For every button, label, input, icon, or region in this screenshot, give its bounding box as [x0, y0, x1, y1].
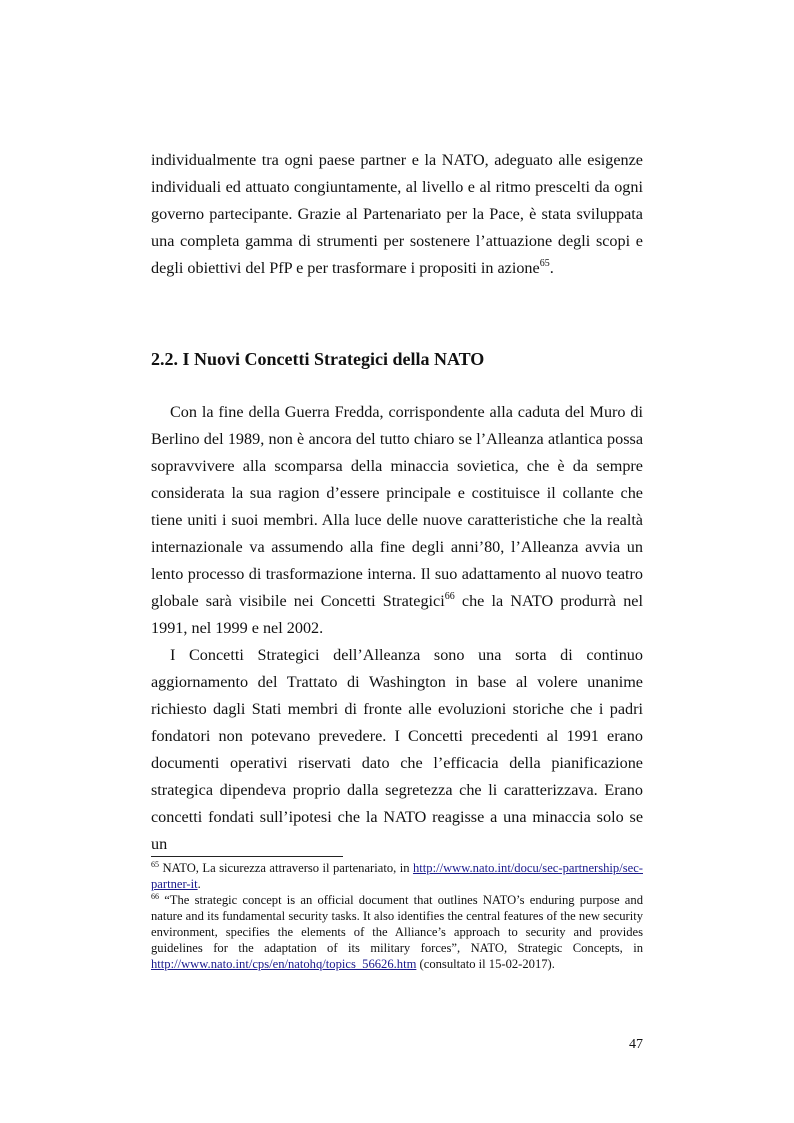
section-heading: 2.2. I Nuovi Concetti Strategici della NATO — [151, 349, 485, 369]
footnote-text: NATO, La sicurezza attraverso il partenariato, in — [159, 861, 413, 875]
footnote-ref-66[interactable]: 66 — [444, 591, 455, 602]
footnote-number: 65 — [151, 860, 159, 869]
footnote-text-end: . — [197, 877, 201, 891]
section-paragraph-1 — [151, 399, 643, 642]
footnotes-block — [151, 860, 643, 972]
footnote-65 — [151, 860, 643, 892]
intro-paragraph — [151, 147, 643, 282]
section-paragraph-1-text: Con la fine della Guerra Fredda, corrispondente alla caduta del Muro di Berlino del 1989, non è ancora del tutto chiaro se l’Alleanza atlantica possa sopravvivere alla scomparsa della minaccia sovietica, che è da sempre considerata la sua ragion d’essere principale e costituisce il collante che tiene uniti i suoi membri. Alla luce delle nuove caratteristiche che la realtà internazionale va assumendo alla fine degli anni’80, l’Alleanza avvia un lento processo di trasformazione interna. Il suo adattamento al nuovo teatro globale sarà visibile nei Concetti Strategici — [151, 403, 643, 610]
footnote-link[interactable]: http://www.nato.int/cps/en/natohq/topics_56626.htm — [151, 957, 417, 971]
section-paragraph-1-text-end: che la NATO produrrà nel 1991, nel 1999 e nel 2002. — [151, 592, 643, 637]
footnote-link[interactable]: http://www.nato.int/docu/sec-partnership/sec-partner-it — [151, 861, 643, 891]
footnote-number: 66 — [151, 892, 159, 901]
footnote-text-end: (consultato il 15-02-2017). — [416, 957, 555, 971]
intro-paragraph-text: individualmente tra ogni paese partner e la NATO, adeguato alle esigenze individuali ed attuato congiuntamente, al livello e al ritmo prescelti da ogni governo partecipante. Grazie al Partenariato per la Pace, è stata sviluppata una completa gamma di strumenti per sostenere l’attuazione degli scopi e degli obiettivi del PfP e per trasformare i propositi in azione — [151, 151, 643, 277]
section-text-block — [151, 399, 643, 858]
footnote-separator — [151, 856, 343, 857]
intro-paragraph-end: . — [549, 259, 554, 277]
footnote-text: “The strategic concept is an official document that outlines NATO’s enduring purpose and nature and its fundamental security tasks. It also identifies the central features of the new security environment, specifies the elements of the Alliance’s approach to security and provides guidelines for the adaptation of its military forces”, NATO, Strategic Concepts, in — [151, 893, 643, 955]
footnote-66 — [151, 892, 643, 972]
page-number: 47 — [629, 1037, 643, 1052]
section-paragraph-2: I Concetti Strategici dell’Alleanza sono una sorta di continuo aggiornamento del Trattato di Washington in base al volere unanime richiesto dagli Stati membri di fronte alle evoluzioni storiche che i padri fondatori non potevano prevedere. I Concetti precedenti al 1991 erano documenti operativi riservati dato che l’efficacia della pianificazione strategica dipendeva proprio dalla segretezza che li caratterizzava. Erano concetti fondati sull’ipotesi che la NATO reagisse a una minaccia solo se un — [151, 646, 643, 853]
intro-text-block — [151, 147, 643, 282]
footnote-ref-65[interactable]: 65 — [539, 258, 550, 269]
